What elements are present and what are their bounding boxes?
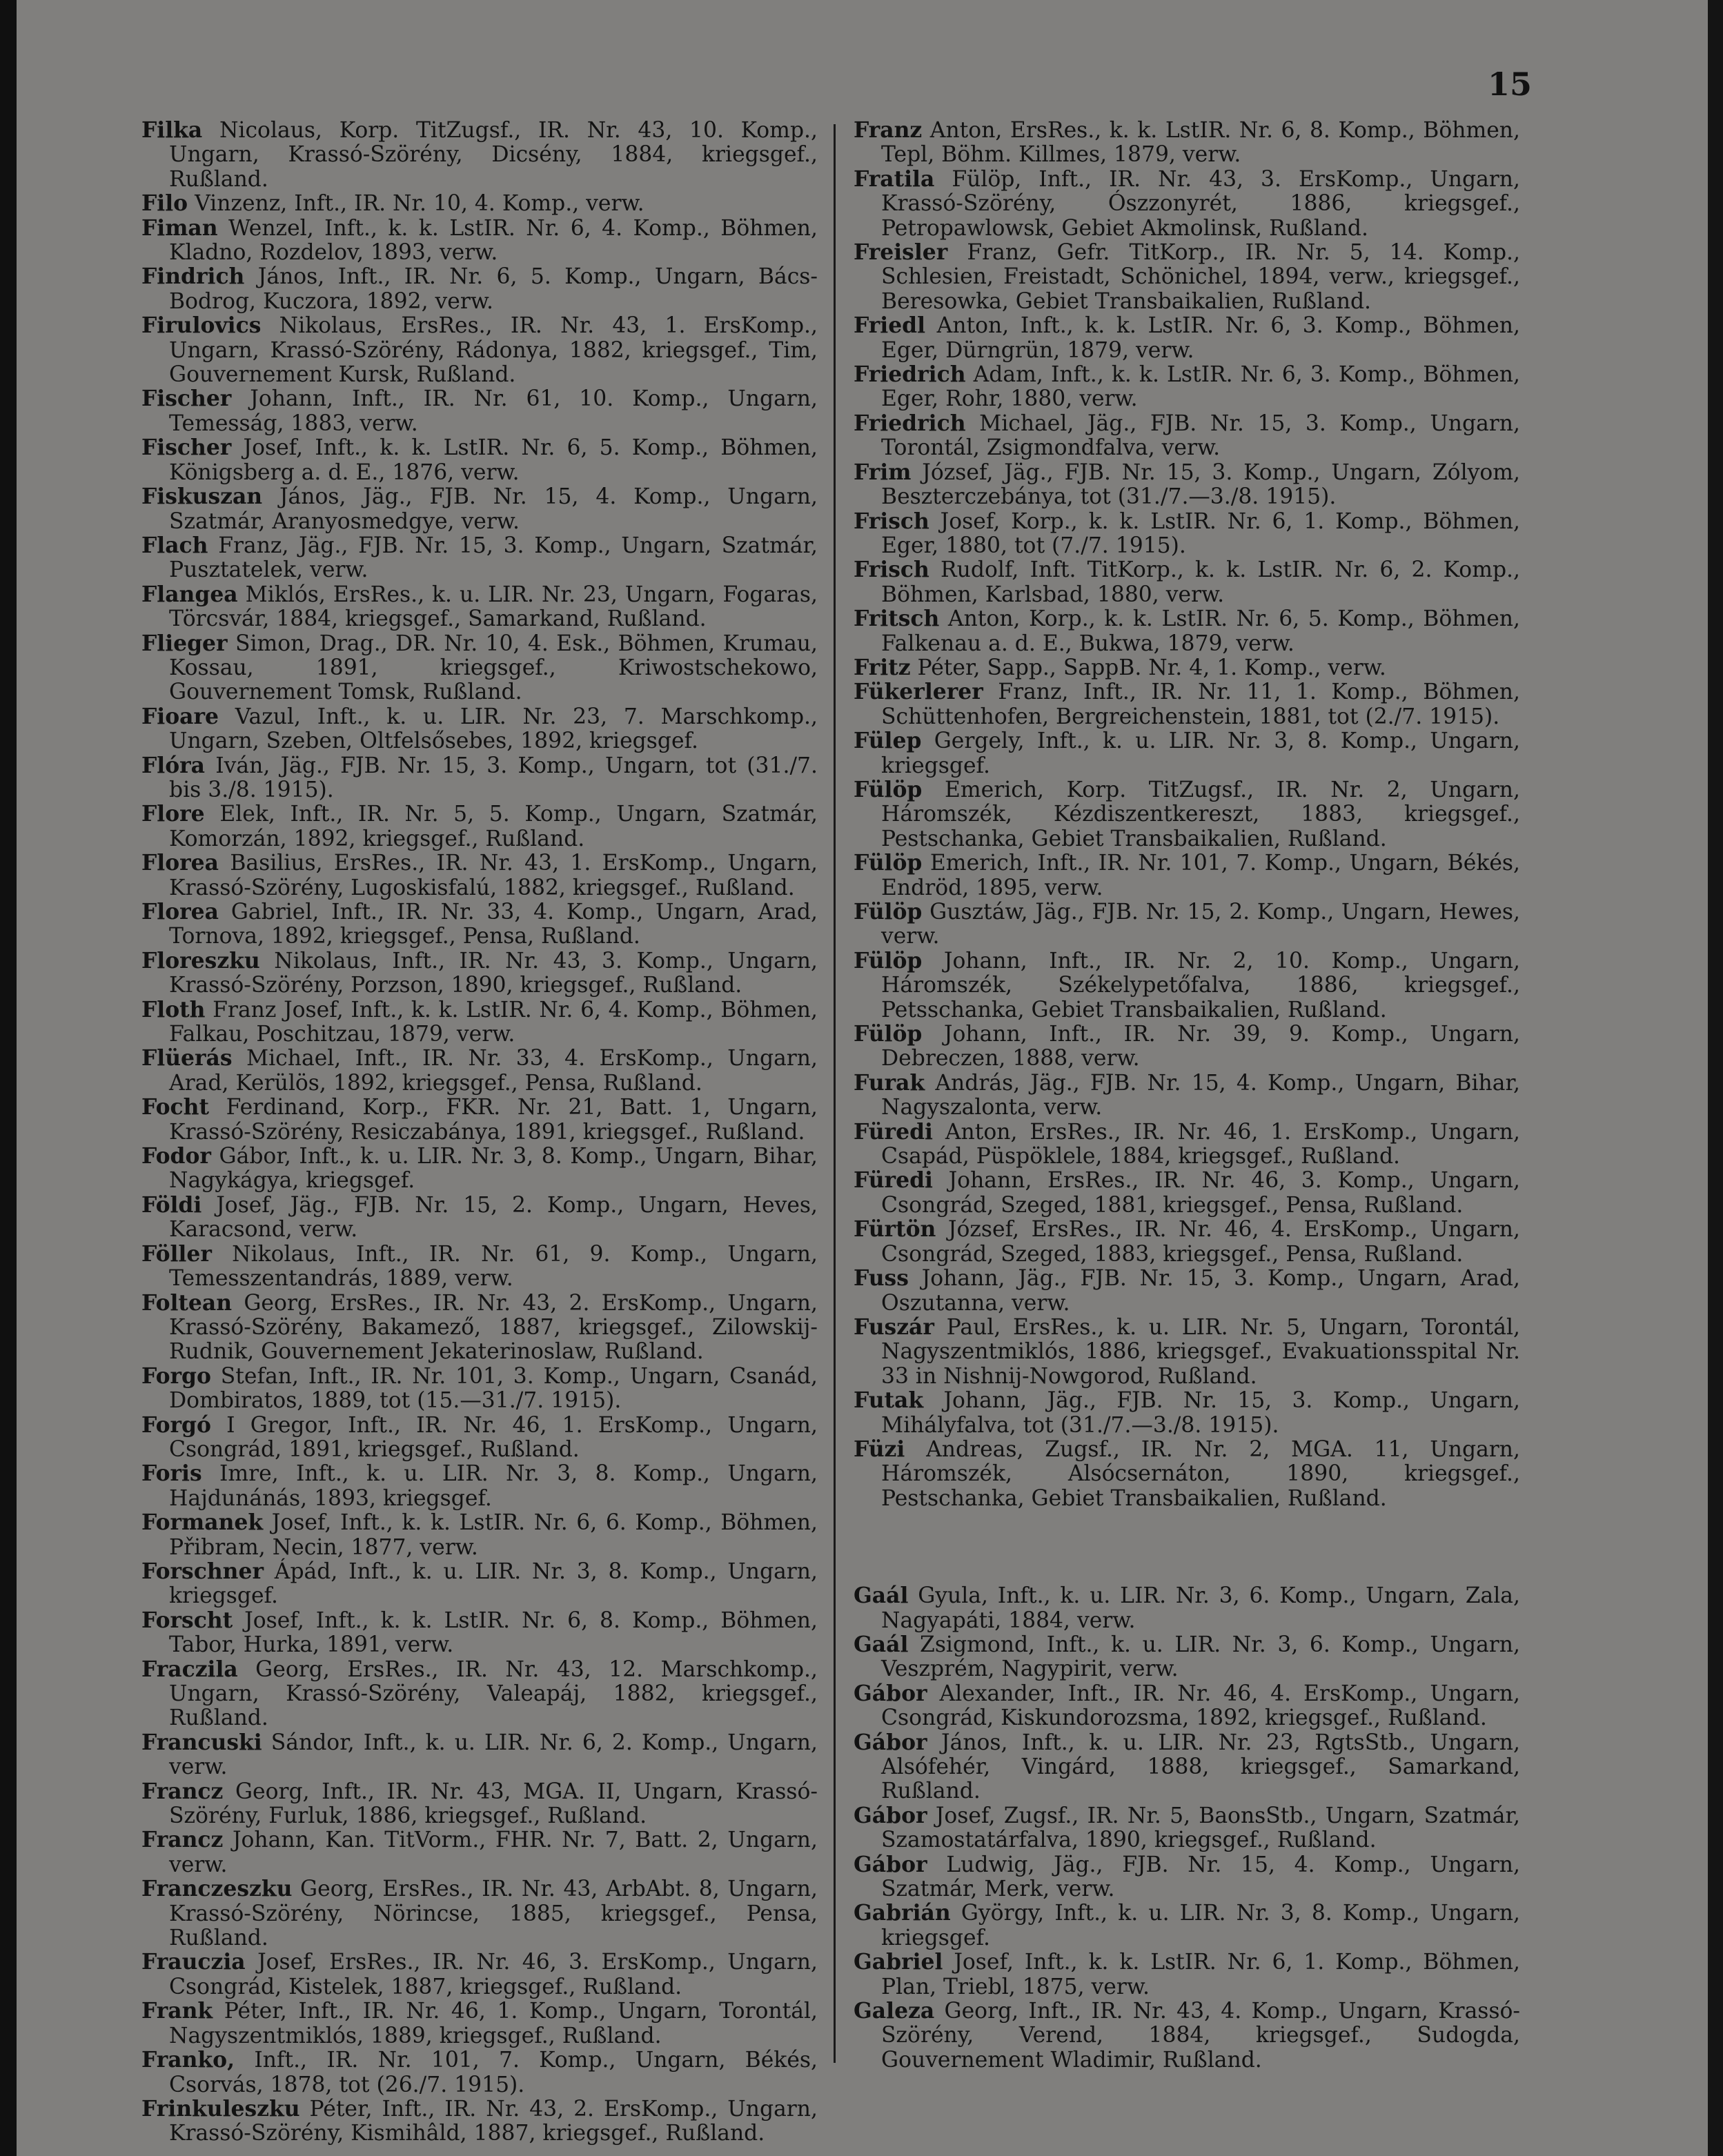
- entry-details: Gyula, Inft., k. u. LIR. Nr. 3, 6. Komp., Ungarn, Zala, Nagyapáti, 1884, verw.: [881, 1583, 1520, 1633]
- entry-surname: Galeza: [854, 1999, 935, 2024]
- register-entry: [141, 1096, 818, 1145]
- entry-surname: Franz: [854, 118, 923, 143]
- entry-surname: Forgó: [141, 1412, 211, 1438]
- register-entry: [854, 851, 1520, 900]
- register-entry: [854, 119, 1520, 168]
- register-entry: [854, 461, 1520, 510]
- register-entry: [141, 1950, 818, 1999]
- column-divider: [834, 124, 836, 2063]
- entry-surname: Földi: [141, 1192, 202, 1218]
- entry-surname: Friedrich: [854, 411, 966, 436]
- entry-details: Gergely, Inft., k. u. LIR. Nr. 3, 8. Komp., Ungarn, kriegsgef.: [881, 729, 1520, 778]
- entry-surname: Fürtön: [854, 1217, 936, 1243]
- register-entry: [141, 1828, 818, 1877]
- entry-details: Ápád, Inft., k. u. LIR. Nr. 3, 8. Komp., Ungarn, kriegsgef.: [169, 1559, 818, 1609]
- entry-details: Basilius, ErsRes., IR. Nr. 43, 1. ErsKomp., Ungarn, Krassó-Szörény, Lugoskisfalú, 1882, kriegsgef., Rußland.: [169, 851, 818, 900]
- entry-surname: Franko,: [141, 2048, 235, 2073]
- entry-details: Georg, Inft., IR. Nr. 43, 4. Komp., Ungarn, Krassó-Szörény, Verend, 1884, kriegsgef., Sudogda, Gouvernement Wladimir, Rußland.: [881, 1999, 1521, 2073]
- entry-details: Wenzel, Inft., k. k. LstIR. Nr. 6, 4. Komp., Böhmen, Kladno, Rozdelov, 1893, verw.: [169, 215, 818, 266]
- register-entry: [854, 314, 1520, 363]
- entry-surname: Gabrián: [854, 1901, 951, 1926]
- entry-surname: Flach: [141, 533, 208, 558]
- register-entry: [854, 1584, 1520, 1633]
- entry-details: Johann, Inft., IR. Nr. 39, 9. Komp., Ungarn, Debreczen, 1888, verw.: [881, 1022, 1520, 1071]
- entry-details: Gusztáw, Jäg., FJB. Nr. 15, 2. Komp., Ungarn, Hewes, verw.: [881, 900, 1520, 949]
- register-entry: [854, 1120, 1520, 1169]
- entry-surname: Fükerlerer: [854, 680, 983, 705]
- entry-details: György, Inft., k. u. LIR. Nr. 3, 8. Komp., Ungarn, kriegsgef.: [881, 1901, 1521, 1950]
- entry-details: Nikolaus, Inft., IR. Nr. 43, 3. Komp., Ungarn, Krassó-Szörény, Porzson, 1890, kriegsgef., Rußland.: [169, 948, 818, 998]
- entry-details: Georg, ErsRes., IR. Nr. 43, 2. ErsKomp., Ungarn, Krassó-Szörény, Bakamező, 1887, kriegsgef., Zilowskij-Rudnik, Gouvernement Jekaterinoslaw, Rußland.: [169, 1290, 818, 1365]
- entry-details: I Gregor, Inft., IR. Nr. 46, 1. ErsKomp., Ungarn, Csongrád, 1891, kriegsgef., Rußland.: [169, 1412, 818, 1462]
- register-entry: [141, 192, 818, 216]
- entry-details: Josef, Inft., k. k. LstIR. Nr. 6, 5. Komp., Böhmen, Königsberg a. d. E., 1876, verw.: [169, 435, 818, 485]
- entry-details: Elek, Inft., IR. Nr. 5, 5. Komp., Ungarn, Szatmár, Komorzán, 1892, kriegsgef., Rußland.: [169, 802, 818, 851]
- entry-surname: Fiskuszan: [141, 484, 263, 510]
- entry-surname: Füzi: [854, 1436, 905, 1462]
- entry-surname: Fischer: [141, 435, 232, 461]
- register-entry: [854, 363, 1520, 412]
- register-entry: [141, 2097, 818, 2146]
- entry-surname: Forschner: [141, 1559, 264, 1584]
- register-entry: [141, 2048, 818, 2097]
- entry-surname: Gabriel: [854, 1950, 943, 1975]
- register-entry: [141, 217, 818, 266]
- entry-details: Anton, Inft., k. k. LstIR. Nr. 6, 3. Komp., Böhmen, Eger, Dürngrün, 1879, verw.: [881, 313, 1520, 363]
- entry-details: Franz, Inft., IR. Nr. 11, 1. Komp., Böhmen, Schüttenhofen, Bergreichenstein, 1881, tot (2./7. 1915).: [881, 680, 1520, 729]
- register-entry: [854, 1316, 1520, 1389]
- entry-surname: Fülöp: [854, 948, 923, 973]
- register-entry: [854, 1633, 1520, 1682]
- entry-surname: Frim: [854, 459, 912, 485]
- entry-details: Josef, Zugsf., IR. Nr. 5, BaonsStb., Ungarn, Szatmár, Szamostatárfalva, 1890, kriegsgef., Rußland.: [881, 1803, 1520, 1853]
- right-column: [854, 119, 1520, 2106]
- register-entry: [141, 1194, 818, 1243]
- entry-details: Vazul, Inft., k. u. LIR. Nr. 23, 7. Marschkomp., Ungarn, Szeben, Oltfelsősebes, 1892, kriegsgef.: [169, 704, 818, 754]
- register-entry: [141, 1658, 818, 1731]
- entry-details: Gabriel, Inft., IR. Nr. 33, 4. Komp., Ungarn, Arad, Tornova, 1892, kriegsgef., Pensa, Rußland.: [169, 900, 818, 949]
- entry-details: Franz Josef, Inft., k. k. LstIR. Nr. 6, 4. Komp., Böhmen, Falkau, Poschitzau, 1879, verw.: [169, 997, 818, 1047]
- entry-details: Paul, ErsRes., k. u. LIR. Nr. 5, Ungarn, Torontál, Nagyszentmiklós, 1886, kriegsgef., Evakuationsspital Nr. 33 in Nishnij-Nowgorod, Rußland.: [881, 1314, 1520, 1389]
- register-entry: [141, 754, 818, 803]
- entry-surname: Flangea: [141, 582, 238, 607]
- entry-surname: Fuss: [854, 1266, 909, 1292]
- entry-surname: Fülöp: [854, 1022, 923, 1047]
- entry-surname: Futak: [854, 1388, 924, 1414]
- entry-surname: Friedl: [854, 313, 926, 339]
- entry-details: Johann, Jäg., FJB. Nr. 15, 3. Komp., Ungarn, Mihályfalva, tot (31./7.—3./8. 1915).: [881, 1388, 1520, 1438]
- entry-details: Anton, ErsRes., k. k. LstIR. Nr. 6, 8. Komp., Böhmen, Tepl, Böhm. Killmes, 1879, verw.: [881, 118, 1520, 168]
- register-entry: [854, 558, 1520, 607]
- register-entry: [854, 510, 1520, 559]
- entry-surname: Foltean: [141, 1290, 233, 1316]
- entry-surname: Forgo: [141, 1363, 211, 1389]
- register-entry: [141, 485, 818, 534]
- entry-details: Zsigmond, Inft., k. u. LIR. Nr. 3, 6. Komp., Ungarn, Veszprém, Nagypirit, verw.: [881, 1632, 1521, 1682]
- entry-details: Simon, Drag., DR. Nr. 10, 4. Esk., Böhmen, Krumau, Kossau, 1891, kriegsgef., Kriwostschekowo, Gouvernement Tomsk, Rußland.: [169, 631, 818, 705]
- register-entry: [141, 1462, 818, 1511]
- register-entry: [854, 778, 1520, 851]
- register-entry: [141, 1047, 818, 1096]
- entry-surname: Filka: [141, 118, 203, 143]
- entry-details: Ludwig, Jäg., FJB. Nr. 15, 4. Komp., Ungarn, Szatmár, Merk, verw.: [881, 1852, 1521, 1902]
- entry-details: Josef, Jäg., FJB. Nr. 15, 2. Komp., Ungarn, Heves, Karacsond, verw.: [169, 1192, 818, 1243]
- register-entry: [854, 1804, 1520, 1853]
- entry-surname: Francz: [141, 1779, 224, 1804]
- entry-surname: Francuski: [141, 1730, 262, 1755]
- register-entry: [854, 412, 1520, 461]
- entry-details: Johann, Inft., IR. Nr. 2, 10. Komp., Ungarn, Háromszék, Székelypetőfalva, 1886, kriegsgef., Petsschanka, Gebiet Transbaikalien, Rußland.: [881, 948, 1520, 1022]
- entry-details: Johann, Jäg., FJB. Nr. 15, 3. Komp., Ungarn, Arad, Oszutanna, verw.: [881, 1266, 1520, 1316]
- entry-details: Péter, Sapp., SappB. Nr. 4, 1. Komp., verw.: [917, 655, 1386, 680]
- entry-details: Vinzenz, Inft., IR. Nr. 10, 4. Komp., verw.: [195, 191, 644, 217]
- entry-surname: Flóra: [141, 753, 206, 778]
- register-entry: [854, 949, 1520, 1022]
- register-entry: [141, 900, 818, 949]
- entry-details: Ferdinand, Korp., FKR. Nr. 21, Batt. 1, Ungarn, Krassó-Szörény, Resiczabánya, 1891, kriegsgef., Rußland.: [169, 1095, 818, 1145]
- entry-details: Nikolaus, Inft., IR. Nr. 61, 9. Komp., Ungarn, Temesszentandrás, 1889, verw.: [169, 1241, 818, 1292]
- entry-surname: Fioare: [141, 704, 219, 729]
- entry-details: Sándor, Inft., k. u. LIR. Nr. 6, 2. Komp., Ungarn, verw.: [169, 1730, 818, 1780]
- register-entry: [854, 1950, 1520, 1999]
- scan-border-right: [1708, 0, 1723, 2156]
- entry-details: Georg, Inft., IR. Nr. 43, MGA. II, Ungarn, Krassó-Szörény, Furluk, 1886, kriegsgef., Rußland.: [169, 1779, 818, 1829]
- register-entry: [141, 705, 818, 754]
- scan-border-left: [0, 0, 17, 2156]
- entry-surname: Findrich: [141, 264, 245, 290]
- register-entry: [854, 729, 1520, 778]
- entry-surname: Filo: [141, 191, 188, 217]
- entry-details: Péter, Inft., IR. Nr. 43, 2. ErsKomp., Ungarn, Krassó-Szörény, Kismihâld, 1887, kriegsgef., Rußland.: [169, 2096, 818, 2146]
- register-entry: [854, 1853, 1520, 1902]
- register-entry: [854, 607, 1520, 656]
- register-entry: [141, 1877, 818, 1950]
- register-entry: [141, 314, 818, 387]
- entry-surname: Flieger: [141, 631, 228, 656]
- entry-surname: Francz: [141, 1828, 224, 1853]
- register-entry: [854, 1169, 1520, 1218]
- register-entry: [141, 119, 818, 192]
- register-entry: [141, 436, 818, 485]
- entry-surname: Fülöp: [854, 900, 923, 924]
- entry-surname: Fraczila: [141, 1656, 238, 1682]
- register-entry: [854, 1022, 1520, 1071]
- register-entry: [141, 387, 818, 436]
- entry-surname: Florea: [141, 900, 219, 924]
- entry-details: Josef, Korp., k. k. LstIR. Nr. 6, 1. Komp., Böhmen, Eger, 1880, tot (7./7. 1915).: [881, 508, 1521, 558]
- entry-surname: Frisch: [854, 557, 929, 583]
- entry-details: Nikolaus, ErsRes., IR. Nr. 43, 1. ErsKomp., Ungarn, Krassó-Szörény, Rádonya, 1882, kriegsgef., Tim, Gouvernement Kursk, Rußland.: [169, 313, 818, 388]
- register-entry: [854, 656, 1520, 680]
- entry-surname: Fiman: [141, 215, 218, 241]
- register-entry: [141, 1365, 818, 1414]
- section-gap: [854, 1511, 1520, 1584]
- entry-details: Adam, Inft., k. k. LstIR. Nr. 6, 3. Komp., Böhmen, Eger, Rohr, 1880, verw.: [881, 362, 1520, 412]
- entry-details: János, Inft., IR. Nr. 6, 5. Komp., Ungarn, Bács-Bodrog, Kuczora, 1892, verw.: [169, 264, 818, 314]
- right-column-g-entries: [854, 1584, 1520, 2073]
- entry-surname: Foris: [141, 1461, 202, 1487]
- register-entry: [854, 241, 1520, 314]
- register-entry: [854, 168, 1520, 241]
- entry-surname: Fülep: [854, 729, 922, 754]
- entry-details: Stefan, Inft., IR. Nr. 101, 3. Komp., Ungarn, Csanád, Dombiratos, 1889, tot (15.—31./7. 1915).: [169, 1363, 818, 1414]
- entry-surname: Frisch: [854, 508, 929, 534]
- entry-surname: Focht: [141, 1095, 209, 1120]
- entry-details: János, Jäg., FJB. Nr. 15, 4. Komp., Ungarn, Szatmár, Aranyosmedgye, verw.: [169, 484, 818, 534]
- entry-details: Fülöp, Inft., IR. Nr. 43, 3. ErsKomp., Ungarn, Krassó-Szörény, Ószzonyrét, 1886, kriegsgef., Petropawlowsk, Gebiet Akmolinsk, Rußland.: [881, 166, 1520, 241]
- register-entry: [854, 1267, 1520, 1316]
- entry-surname: Fritsch: [854, 606, 940, 632]
- entry-surname: Florea: [141, 851, 219, 876]
- entry-surname: Gábor: [854, 1681, 927, 1706]
- entry-details: Anton, Korp., k. k. LstIR. Nr. 6, 5. Komp., Böhmen, Falkenau a. d. E., Bukwa, 1879, verw.: [881, 606, 1520, 656]
- register-entry: [141, 1731, 818, 1780]
- register-entry: [141, 998, 818, 1047]
- register-entry: [854, 1218, 1520, 1267]
- entry-surname: Formanek: [141, 1510, 264, 1536]
- entry-details: Georg, ErsRes., IR. Nr. 43, ArbAbt. 8, Ungarn, Krassó-Szörény, Nörincse, 1885, kriegsgef., Pensa, Rußland.: [169, 1877, 818, 1951]
- entry-details: Franz, Gefr. TitKorp., IR. Nr. 5, 14. Komp., Schlesien, Freistadt, Schönichel, 1894, verw., kriegsgef., Beresowka, Gebiet Transbaikalien, Rußland.: [881, 240, 1521, 314]
- entry-surname: Floth: [141, 997, 206, 1022]
- register-entry: [141, 1511, 818, 1560]
- entry-surname: Furak: [854, 1070, 925, 1096]
- entry-surname: Frinkuleszku: [141, 2096, 300, 2122]
- register-entry: [854, 1731, 1520, 1804]
- entry-surname: Füredi: [854, 1168, 933, 1194]
- entry-details: Alexander, Inft., IR. Nr. 46, 4. ErsKomp., Ungarn, Csongrád, Kiskundorozsma, 1892, kriegsgef., Rußland.: [881, 1681, 1520, 1731]
- entry-details: József, Jäg., FJB. Nr. 15, 3. Komp., Ungarn, Zólyom, Beszterczebánya, tot (31./7.—3./8. 1915).: [881, 459, 1520, 510]
- entry-details: Johann, ErsRes., IR. Nr. 46, 3. Komp., Ungarn, Csongrád, Szeged, 1881, kriegsgef., Pensa, Rußland.: [881, 1168, 1521, 1218]
- entry-details: Josef, Inft., k. k. LstIR. Nr. 6, 6. Komp., Böhmen, Přibram, Necin, 1877, verw.: [169, 1510, 818, 1560]
- register-entry: [141, 1414, 818, 1463]
- entry-details: Iván, Jäg., FJB. Nr. 15, 3. Komp., Ungarn, tot (31./7. bis 3./8. 1915).: [169, 753, 818, 802]
- entry-surname: Floreszku: [141, 948, 260, 973]
- entry-surname: Frauczia: [141, 1950, 246, 1975]
- left-column: [141, 118, 818, 2146]
- register-entry: [854, 1999, 1520, 2073]
- entry-details: Andreas, Zugsf., IR. Nr. 2, MGA. 11, Ungarn, Háromszék, Alsócsernáton, 1890, kriegsgef., Pestschanka, Gebiet Transbaikalien, Rußland.: [881, 1436, 1520, 1511]
- register-entry: [854, 1071, 1520, 1120]
- entry-details: Imre, Inft., k. u. LIR. Nr. 3, 8. Komp., Ungarn, Hajdunánás, 1893, kriegsgef.: [169, 1461, 818, 1511]
- entry-surname: Fritz: [854, 655, 911, 680]
- register-entry: [141, 802, 818, 851]
- register-entry: [141, 1145, 818, 1194]
- entry-surname: Fülöp: [854, 851, 923, 876]
- entry-details: Péter, Inft., IR. Nr. 46, 1. Komp., Ungarn, Torontál, Nagyszentmiklós, 1889, kriegsgef., Rußland.: [169, 1999, 818, 2048]
- register-entry: [854, 1389, 1520, 1438]
- register-entry: [854, 900, 1520, 949]
- register-entry: [854, 1438, 1520, 1511]
- register-entry: [141, 1609, 818, 1658]
- entry-details: János, Inft., k. u. LIR. Nr. 23, RgtsStb., Ungarn, Alsófehér, Vingárd, 1888, kriegsgef., Samarkand, Rußland.: [881, 1730, 1520, 1804]
- entry-surname: Friedrich: [854, 362, 966, 388]
- register-entry: [141, 265, 818, 314]
- entry-details: Anton, ErsRes., IR. Nr. 46, 1. ErsKomp., Ungarn, Csapád, Püspöklele, 1884, kriegsgef., Rußland.: [881, 1119, 1520, 1169]
- register-entry: [854, 1682, 1520, 1731]
- entry-details: Josef, Inft., k. k. LstIR. Nr. 6, 1. Komp., Böhmen, Plan, Triebl, 1875, verw.: [881, 1950, 1520, 1999]
- right-column-f-entries: [854, 119, 1520, 1511]
- register-entry: [854, 1901, 1520, 1950]
- entry-details: Josef, ErsRes., IR. Nr. 46, 3. ErsKomp., Ungarn, Csongrád, Kistelek, 1887, kriegsgef., Rußland.: [169, 1950, 818, 1999]
- entry-surname: Fischer: [141, 386, 232, 412]
- register-entry: [141, 1999, 818, 2048]
- page-number: 15: [1487, 66, 1532, 103]
- entry-details: Franz, Jäg., FJB. Nr. 15, 3. Komp., Ungarn, Szatmár, Pusztatelek, verw.: [169, 533, 818, 583]
- entry-details: Emerich, Inft., IR. Nr. 101, 7. Komp., Ungarn, Békés, Endröd, 1895, verw.: [881, 851, 1521, 900]
- register-entry: [141, 1780, 818, 1829]
- entry-details: Inft., IR. Nr. 101, 7. Komp., Ungarn, Békés, Csorvás, 1878, tot (26./7. 1915).: [169, 2048, 818, 2097]
- entry-details: József, ErsRes., IR. Nr. 46, 4. ErsKomp., Ungarn, Csongrád, Szeged, 1883, kriegsgef., Pensa, Rußland.: [881, 1217, 1520, 1267]
- entry-surname: Frank: [141, 1999, 213, 2024]
- entry-surname: Flore: [141, 802, 205, 827]
- entry-details: Josef, Inft., k. k. LstIR. Nr. 6, 8. Komp., Böhmen, Tabor, Hurka, 1891, verw.: [169, 1608, 818, 1658]
- register-entry: [141, 534, 818, 583]
- entry-surname: Fülöp: [854, 777, 923, 802]
- register-entry: [141, 632, 818, 705]
- entry-details: Michael, Jäg., FJB. Nr. 15, 3. Komp., Ungarn, Torontál, Zsigmondfalva, verw.: [881, 411, 1520, 461]
- entry-details: Nicolaus, Korp. TitZugsf., IR. Nr. 43, 10. Komp., Ungarn, Krassó-Szörény, Dicsény, 1884, kriegsgef., Rußland.: [169, 118, 818, 192]
- entry-surname: Forscht: [141, 1608, 233, 1633]
- register-entry: [141, 1292, 818, 1365]
- entry-details: Emerich, Korp. TitZugsf., IR. Nr. 2, Ungarn, Háromszék, Kézdiszentkereszt, 1883, kriegsgef., Pestschanka, Gebiet Transbaikalien, Rußland.: [881, 777, 1520, 851]
- register-entry: [141, 851, 818, 900]
- entry-surname: Füredi: [854, 1119, 933, 1145]
- register-entry: [141, 1560, 818, 1609]
- register-entry: [141, 583, 818, 632]
- entry-surname: Fodor: [141, 1144, 211, 1169]
- entry-surname: Fuszár: [854, 1314, 934, 1340]
- entry-surname: Gábor: [854, 1730, 927, 1755]
- entry-details: Johann, Inft., IR. Nr. 61, 10. Komp., Ungarn, Temesság, 1883, verw.: [169, 386, 818, 436]
- entry-surname: Fratila: [854, 166, 935, 192]
- entry-details: Michael, Inft., IR. Nr. 33, 4. ErsKomp., Ungarn, Arad, Kerülös, 1892, kriegsgef., Pensa, Rußland.: [169, 1046, 818, 1096]
- register-entry: [854, 680, 1520, 729]
- entry-details: Georg, ErsRes., IR. Nr. 43, 12. Marschkomp., Ungarn, Krassó-Szörény, Valeapáj, 1882, kriegsgef., Rußland.: [169, 1656, 818, 1731]
- register-entry: [141, 1243, 818, 1292]
- entry-surname: Freisler: [854, 240, 948, 266]
- entry-surname: Firulovics: [141, 313, 262, 339]
- entry-surname: Franczeszku: [141, 1877, 293, 1902]
- register-entry: [141, 949, 818, 998]
- entry-surname: Gábor: [854, 1803, 927, 1828]
- entry-details: Gábor, Inft., k. u. LIR. Nr. 3, 8. Komp., Ungarn, Bihar, Nagykágya, kriegsgef.: [169, 1144, 818, 1194]
- entry-surname: Flüerás: [141, 1046, 233, 1071]
- entry-surname: Gaál: [854, 1632, 909, 1657]
- entry-surname: Föller: [141, 1241, 212, 1267]
- entry-surname: Gábor: [854, 1852, 927, 1877]
- entry-details: András, Jäg., FJB. Nr. 15, 4. Komp., Ungarn, Bihar, Nagyszalonta, verw.: [881, 1070, 1520, 1120]
- entry-details: Johann, Kan. TitVorm., FHR. Nr. 7, Batt. 2, Ungarn, verw.: [169, 1828, 818, 1877]
- entry-surname: Gaál: [854, 1583, 909, 1609]
- entry-details: Rudolf, Inft. TitKorp., k. k. LstIR. Nr. 6, 2. Komp., Böhmen, Karlsbad, 1880, verw.: [881, 557, 1521, 607]
- entry-details: Miklós, ErsRes., k. u. LIR. Nr. 23, Ungarn, Fogaras, Törcsvár, 1884, kriegsgef., Samarkand, Rußland.: [169, 582, 818, 632]
